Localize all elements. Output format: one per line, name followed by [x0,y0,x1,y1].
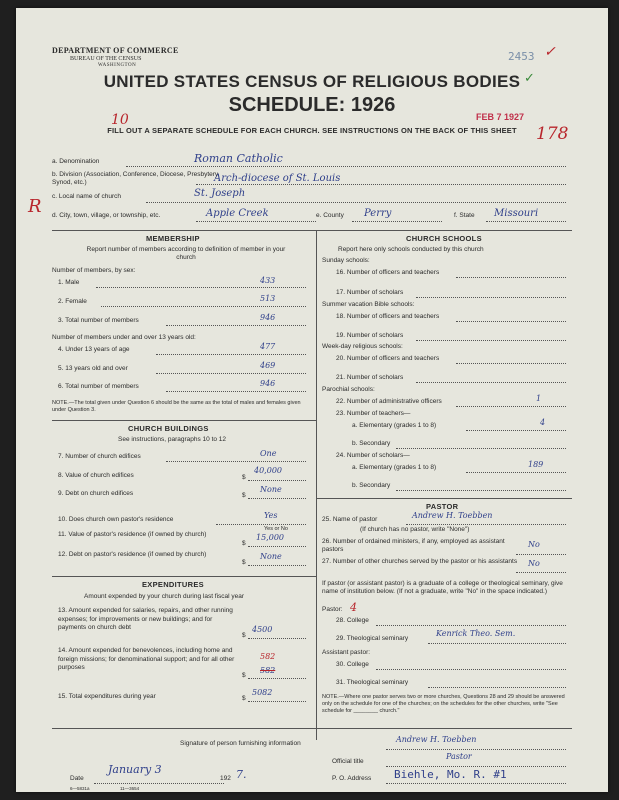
q23a-value: 4 [540,418,546,427]
members-by-sex-label: Number of members, by sex: [52,267,136,274]
q30-label: 30. College [336,661,369,668]
q10-hint: Yes or No [264,526,288,532]
date-value: January 3 [108,763,162,776]
q5-over13-value: 469 [260,361,276,370]
q22-label: 22. Number of administrative officers [336,398,442,405]
county-label: e. County [316,212,344,219]
q29-label: 29. Theological seminary [336,635,409,642]
membership-section-title: MEMBERSHIP [146,234,200,243]
census-form-sheet: DEPARTMENT OF COMMERCE BUREAU OF THE CENSUS WASHINGTON 2453 ✓ ✓ UNITED STATES CENSUS OF RELIGIOUS BODIES SCHEDULE: 1926 10 FEB 7 1927 178 FILL OUT A SEPARATE SCHEDULE FOR EACH CHURCH. SEE INSTRUCTIONS ON THE BACK OF THIS SHEET a. Denomination Roman Catholic b. Division (Association, Conference, Diocese, Presbytery, Synod, etc.) Arch-diocese of St. Louis c. Local name of church St. Joseph R d. City, town, village, or township, etc. Apple Creek e. County Perry f. State Missouri MEMBERSHIP Report number of members according to definition of member in your church Number of members, by sex: 1. Male 433 2. Female 513 3. Total number of members 946 Number of members under and over 13 years old: 4. Under 13 years of age 477 5. 13 years old and over 469 6. Total number of members 946 NOTE.—The total given under Question 6 should be the same as the total of males and females given under Question 3. CHURCH BUILDINGS See instructions, paragraphs 10 to 12 7. Number of church edifices One 8. Value of church edifices $ 40,000 9. Debt on church edifices $ None 10. Does church own pastor's residence Yes Yes or No 11. Value of pastor's residence (if owned by church) $ 15,000 12. Debt on pastor's residence (if owned by church) $ None EXPENDITURES Amount expended by your church during last fiscal year 13. Amount expended for salaries, repairs, and other running expenses; for improvements or new buildings; and for payments on church debt $ 4500 14. Amount expended for benevolences, including home and foreign missions; for denominational support; and for all other purposes 582 $ 582 15. Total expenditures during year $ 5082 CHURCH SCHOOLS Report here only schools conducted by this church Sunday schools: 16. Number of officers and teachers 17. Number of scholars Summer vacation Bible schools: 18. Number of officers and teachers 19. Number of scholars Week-day religious schools: 20. Number of officers and teachers 21. Number of scholars Parochial schools: 22. Number of administrative officers 1 23. Number of teachers— a. Elementary (grades 1 to 8) 4 b. Secondary 24. Number of scholars— a. Elementary (grades 1 to 8) 189 b. Secondary PASTOR 25. Name of pastor Andrew H. Toebben (If church has no pastor, write "None") 26. Number of ordained ministers, if any, employed as assistant pastors No 27. Number of other churches served by the pastor or his assistants No If pastor (or assistant pastor) is a graduate of a college or theological seminary, give name of institution below. (If not a graduate, write "No" in the space indicated.) Pastor: 4 28. College 29. Theological seminary Kenrick Theo. Sem. Assistant pastor: 30. College 31. Theological seminary NOTE.—Where one pastor serves two or more churches, Questions 28 and 29 should be answered only on the schedule for one of the churches; on the schedules for the other churches, write "See schedule for ________ church." Signature of person furnishing information Andrew H. Toebben Official title Pastor Date January 3 192 7. P. O. Address Biehle, Mo. R. #1 6—5831a 11—3654 [16,8,608,792]
q15-label: 15. Total expenditures during year [58,693,156,700]
official-title-label: Official title [332,758,364,765]
q8-value: 40,000 [254,466,282,475]
q5-over13-label: 5. 13 years old and over [58,365,128,372]
green-check-icon: ✓ [524,70,535,85]
q12-value: None [260,552,282,561]
q28-label: 28. College [336,617,369,624]
college-note: If pastor (or assistant pastor) is a graduate of a college or theological seminary, give name of institution below. (If not a graduate, write "No" in the space indicated.) [322,580,563,595]
year-suffix: 7. [236,768,247,781]
q9-value: None [260,485,282,494]
schedule-title: SCHEDULE: 1926 [228,94,396,116]
local-name-label: c. Local name of church [52,193,122,200]
q8-label: 8. Value of church edifices [58,472,134,479]
q15-value: 5082 [252,688,273,697]
sunday-schools-label: Sunday schools: [322,257,370,264]
state-label: f. State [454,212,475,219]
q7-value: One [260,449,277,458]
instruction-line: FILL OUT A SEPARATE SCHEDULE FOR EACH CHURCH. SEE INSTRUCTIONS ON THE BACK OF THIS SHEET [107,126,517,135]
division-label: b. Division (Association, Conference, Diocese, Presbytery, Synod, etc.) [52,171,220,186]
form-code: 6—5831a [70,786,90,791]
received-date-stamp: FEB 7 1927 [476,112,525,122]
members-by-age-label: Number of members under and over 13 years old: [52,334,196,341]
local-name-value: St. Joseph [194,188,246,199]
q25-note: (If church has no pastor, write "None") [360,526,470,533]
q24a-label: a. Elementary (grades 1 to 8) [352,464,437,471]
department-label: DEPARTMENT OF COMMERCE [52,46,179,55]
pastor-section-title: PASTOR [426,502,459,511]
state-value: Missouri [494,208,539,219]
q17-label: 17. Number of scholars [336,289,404,296]
q24-label: 24. Number of scholars— [336,452,410,459]
q4-under13-label: 4. Under 13 years of age [58,346,130,353]
q14-struck-value: 582 [260,666,276,675]
q6-total-value: 946 [260,379,276,388]
denomination-value: Roman Catholic [194,152,283,165]
city-label: WASHINGTON [98,63,137,68]
summer-schools-label: Summer vacation Bible schools: [322,301,415,308]
q27-label: 27. Number of other churches served by the pastor or his assistants [322,558,518,565]
q21-label: 21. Number of scholars [336,374,404,381]
q16-label: 16. Number of officers and teachers [336,269,440,276]
q27-value: No [528,559,540,568]
q13-label: 13. Amount expended for salaries, repairs, and other running expenses; for improvements or new buildings; and for payments on church debt [58,607,233,631]
schools-subtitle: Report here only schools conducted by this church [338,246,484,253]
margin-r-mark: R [28,196,42,217]
buildings-section-title: CHURCH BUILDINGS [128,424,209,433]
city-label-d: d. City, town, village, or township, etc. [52,212,161,219]
signature-label: Signature of person furnishing information [180,740,301,747]
pastor-mark: 4 [350,601,357,614]
q24a-value: 189 [528,460,544,469]
q11-value: 15,000 [256,533,284,542]
q18-label: 18. Number of officers and teachers [336,313,440,320]
expenditures-subtitle: Amount expended by your church during last fiscal year [84,593,245,600]
membership-note: NOTE.—The total given under Question 6 should be the same as the total of males and females given under Question 3. [52,400,301,413]
q7-label: 7. Number of church edifices [58,453,141,460]
date-label: Date [70,775,84,782]
q26-value: No [528,540,540,549]
q29-value: Kenrick Theo. Sem. [436,629,516,638]
parochial-schools-label: Parochial schools: [322,386,375,393]
q23b-label: b. Secondary [352,440,391,447]
q13-value: 4500 [252,625,273,634]
handwritten-number-right: 178 [536,124,569,144]
handwritten-number-left: 10 [111,112,129,128]
q10-value: Yes [264,511,278,520]
q22-value: 1 [536,394,542,403]
expenditures-section-title: EXPENDITURES [142,580,204,589]
form-title: UNITED STATES CENSUS OF RELIGIOUS BODIES [103,72,521,91]
q11-label: 11. Value of pastor's residence (if owned by church) [58,531,207,538]
q19-label: 19. Number of scholars [336,332,404,339]
bureau-label: BUREAU OF THE CENSUS [70,56,142,62]
pastor-sub-label: Pastor: [322,606,343,613]
weekday-schools-label: Week-day religious schools: [322,343,403,350]
q6-total-label: 6. Total number of members [58,383,139,390]
form-code-2: 11—3654 [120,786,140,791]
q3-total-label: 3. Total number of members [58,317,139,324]
q25-value: Andrew H. Toebben [412,511,493,520]
division-value: Arch-diocese of St. Louis [214,173,341,184]
schools-section-title: CHURCH SCHOOLS [406,234,482,243]
q23-label: 23. Number of teachers— [336,410,411,417]
check-mark-icon: ✓ [544,44,556,60]
county-value: Perry [364,208,392,219]
q20-label: 20. Number of officers and teachers [336,355,440,362]
official-title-value: Pastor [446,752,472,761]
denomination-label: a. Denomination [52,158,100,165]
q4-under13-value: 477 [260,342,276,351]
q14-value: 582 [260,652,276,661]
q25-label: 25. Name of pastor [322,516,378,523]
assistant-pastor-label: Assistant pastor: [322,649,371,656]
stamp-number: 2453 [508,50,535,63]
signature-value: Andrew H. Toebben [396,735,477,744]
q9-label: 9. Debt on church edifices [58,490,134,497]
membership-subtitle: Report number of members according to definition of member in your church [86,246,286,261]
q26-label: 26. Number of ordained ministers, if any, employed as assistant pastors [322,538,505,553]
q1-male-label: 1. Male [58,279,80,286]
q14-label: 14. Amount expended for benevolences, including home and foreign missions; for denominational support; and for all other purposes [58,647,235,671]
pastor-note: NOTE.—Where one pastor serves two or more churches, Questions 28 and 29 should be answered only on the schedule for one of the churches; on the schedules for the other churches, write "See schedule for ________ church." [322,694,565,714]
q23a-label: a. Elementary (grades 1 to 8) [352,422,437,429]
q12-label: 12. Debt on pastor's residence (if owned by church) [58,551,207,558]
po-address-label: P. O. Address [332,775,372,782]
city-value: Apple Creek [206,208,269,219]
buildings-subtitle: See instructions, paragraphs 10 to 12 [118,436,227,443]
q31-label: 31. Theological seminary [336,679,409,686]
year-prefix: 192 [220,775,231,782]
q2-female-label: 2. Female [58,298,87,305]
q2-female-value: 513 [260,294,276,303]
q3-total-value: 946 [260,313,276,322]
q24b-label: b. Secondary [352,482,391,489]
q1-male-value: 433 [260,276,276,285]
po-address-value: Biehle, Mo. R. #1 [394,768,507,781]
q10-label: 10. Does church own pastor's residence [58,516,174,523]
